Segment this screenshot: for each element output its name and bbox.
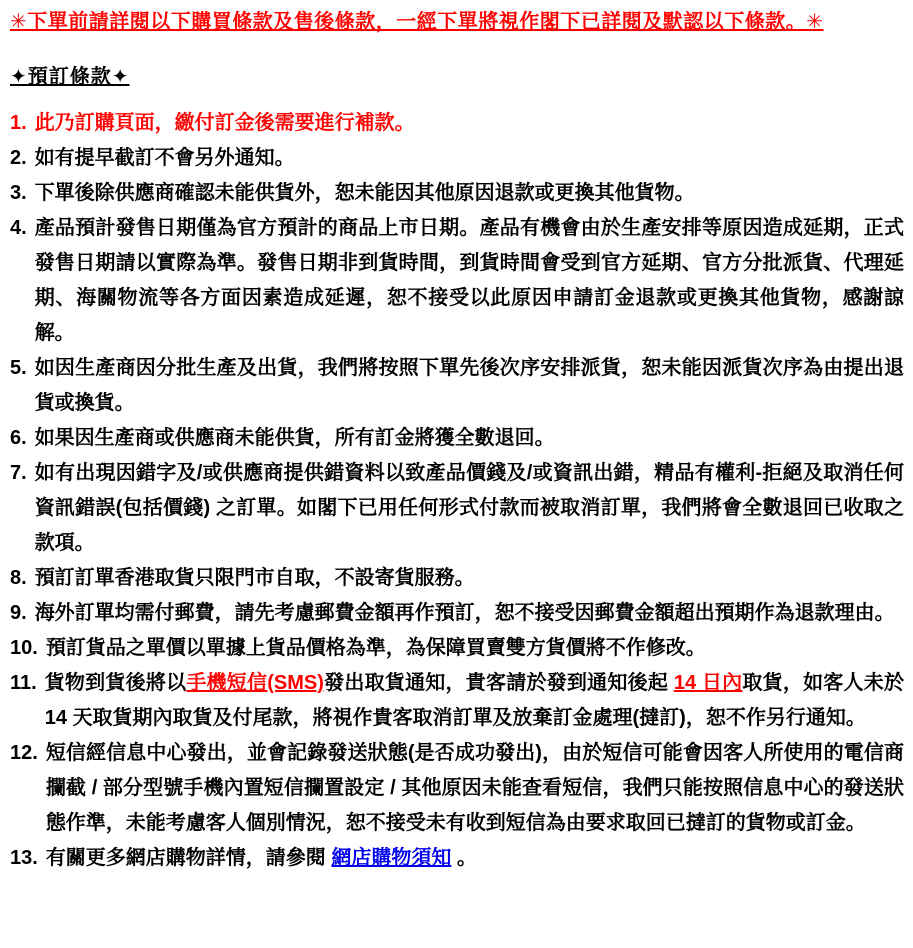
term-number: 8.: [10, 567, 27, 589]
term-text-segment: 貨物到貨後將以: [44, 672, 187, 694]
term-number: 3.: [10, 182, 27, 204]
term-text: [35, 596, 904, 631]
term-item-9: [10, 596, 904, 631]
term-number: 4.: [10, 217, 27, 239]
term-text: [35, 211, 904, 351]
term-item-13: [10, 841, 904, 876]
term-text: [35, 141, 904, 176]
term-item-8: [10, 561, 904, 596]
sms-emphasis: 手機短信(SMS): [186, 672, 324, 694]
term-text-segment: 如有出現因錯字及/或供應商提供錯資料以致產品價錢及/或資訊出錯，精品有權利-拒絕及取消任何資訊錯誤(包括價錢) 之訂單。如閣下已用任何形式付款而被取消訂單，我們將會全數退回已收取之款項。: [34, 462, 904, 554]
term-text: [35, 561, 904, 596]
term-text: [35, 351, 904, 421]
term-text: [46, 631, 904, 666]
term-item-3: [10, 176, 904, 211]
term-text-segment: 海外訂單均需付郵費，請先考慮郵費金額再作預訂，恕不接受因郵費金額超出預期作為退款理由。: [34, 602, 895, 624]
terms-list: [10, 106, 904, 876]
term-item-10: [10, 631, 904, 666]
term-text: [46, 736, 904, 841]
term-text-segment: 預訂貨品之單價以單據上貨品價格為準，為保障買賣雙方貨價將不作修改。: [45, 637, 706, 659]
term-item-5: [10, 351, 904, 421]
term-text-segment: 預訂訂單香港取貨只限門市自取，不設寄貨服務。: [34, 567, 475, 589]
term-text-segment: 如因生產商因分批生產及出貨，我們將按照下單先後次序安排派貨，恕未能因派貨次序為由提出退貨或換貨。: [34, 357, 904, 414]
purchase-terms-notice: ✳下單前請詳閱以下購買條款及售後條款，一經下單將視作閣下已詳閱及默認以下條款。✳: [10, 11, 824, 33]
term-number: 2.: [10, 147, 27, 169]
term-text: [35, 456, 904, 561]
term-text-segment: 下單後除供應商確認未能供貨外，恕未能因其他原因退款或更換其他貨物。: [34, 182, 695, 204]
store-shopping-guide-link[interactable]: 網店購物須知: [331, 847, 452, 869]
term-item-2: [10, 141, 904, 176]
term-text-segment: 發出取貨通知，貴客請於發到通知後起: [323, 672, 674, 694]
pickup-deadline-emphasis: 14 日內: [673, 672, 743, 694]
term-number: 13.: [10, 847, 38, 869]
term-text-segment: 。: [451, 847, 477, 869]
term-item-7: [10, 456, 904, 561]
term-number: 10.: [10, 637, 38, 659]
term-text-segment: 如果因生產商或供應商未能供貨，所有訂金將獲全數退回。: [34, 427, 555, 449]
term-number: 5.: [10, 357, 27, 379]
term-text-segment: 取貨，如客人未於 14 天取貨期內取貨及付尾款，將視作貴客取消訂單及放棄訂金處理(撻訂)，恕不作另行通知。: [44, 672, 904, 729]
term-number: 7.: [10, 462, 27, 484]
term-text-segment: 短信經信息中心發出，並會記錄發送狀態(是否成功發出)，由於短信可能會因客人所使用的電信商攔截 / 部分型號手機內置短信攔置設定 / 其他原因未能查看短信，我們只能按照信息中心的發送狀態作準，未能考慮客人個別情況，恕不接受未有收到短信為由要求取回已撻訂的貨物或訂金。: [45, 742, 904, 834]
term-text-segment: 如有提早截訂不會另外通知。: [34, 147, 295, 169]
term-item-12: [10, 736, 904, 841]
term-number: 6.: [10, 427, 27, 449]
term-number: 12.: [10, 742, 38, 764]
term-text-segment: 產品預計發售日期僅為官方預計的商品上市日期。產品有機會由於生產安排等原因造成延期，正式發售日期請以實際為準。發售日期非到貨時間，到貨時間會受到官方延期、官方分批派貨、代理延期、海關物流等各方面因素造成延遲，恕不接受以此原因申請訂金退款或更換其他貨物，感謝諒解。: [34, 217, 904, 344]
term-item-11: [10, 666, 904, 736]
term-text: [35, 106, 904, 141]
term-item-4: [10, 211, 904, 351]
term-text: [35, 421, 904, 456]
preorder-terms-heading: ✦預訂條款✦: [10, 66, 130, 88]
term-text: [46, 841, 904, 876]
term-item-6: [10, 421, 904, 456]
term-text-segment: 此乃訂購頁面，繳付訂金後需要進行補款。: [34, 112, 415, 134]
term-text-segment: 有關更多網店購物詳情，請參閱: [45, 847, 332, 869]
term-number: 11.: [10, 672, 37, 694]
term-number: 9.: [10, 602, 27, 624]
term-text: [35, 176, 904, 211]
term-item-1: [10, 106, 904, 141]
term-number: 1.: [10, 112, 27, 134]
term-text: [45, 666, 904, 736]
